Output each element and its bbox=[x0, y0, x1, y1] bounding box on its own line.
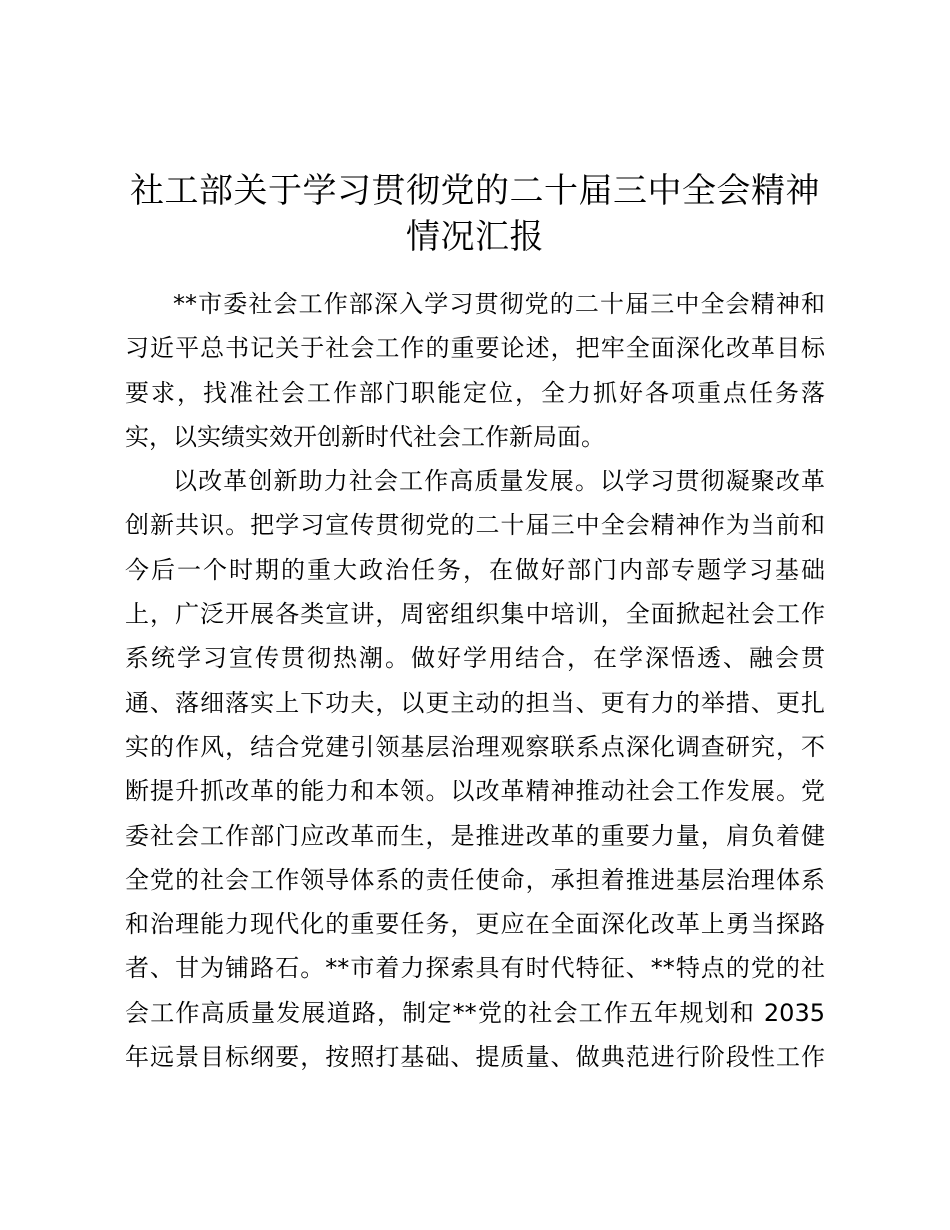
paragraph-2-line-4: 上，广泛开展各类宣讲，周密组织集中培训，全面掀起社会工作 bbox=[125, 600, 825, 629]
paragraph-1-line-1: **市委社会工作部深入学习贯彻党的二十届三中全会精神和 bbox=[173, 290, 825, 318]
paragraph-2-line-13: 会工作高质量发展道路，制定**党的社会工作五年规划和 2035 bbox=[125, 998, 825, 1027]
paragraph-2-line-8: 断提升抓改革的能力和本领。以改革精神推动社会工作发展。党 bbox=[125, 777, 825, 806]
title-line-2: 情况汇报 bbox=[406, 217, 544, 257]
paragraph-2-line-12: 者、甘为铺路石。**市着力探索具有时代特征、**特点的党的社 bbox=[125, 954, 825, 983]
paragraph-1-line-2: 习近平总书记关于社会工作的重要论述，把牢全面深化改革目标 bbox=[125, 334, 825, 363]
paragraph-2-line-14: 年远景目标纲要，按照打基础、提质量、做典范进行阶段性工作 bbox=[125, 1043, 825, 1072]
paragraph-2-line-6: 通、落细落实上下功夫，以更主动的担当、更有力的举措、更扎 bbox=[125, 688, 825, 717]
paragraph-2-line-7: 实的作风，结合党建引领基层治理观察联系点深化调查研究，不 bbox=[125, 732, 825, 761]
paragraph-2-line-5: 系统学习宣传贯彻热潮。做好学用结合，在学深悟透、融会贯 bbox=[125, 644, 825, 673]
title-line-1: 社工部关于学习贯彻党的二十届三中全会精神 bbox=[130, 171, 820, 211]
paragraph-2-line-11: 和治理能力现代化的重要任务，更应在全面深化改革上勇当探路 bbox=[125, 910, 825, 939]
paragraph-2-line-2: 创新共识。把学习宣传贯彻党的二十届三中全会精神作为当前和 bbox=[125, 511, 825, 540]
paragraph-2-line-10: 全党的社会工作领导体系的责任使命，承担着推进基层治理体系 bbox=[125, 865, 825, 894]
paragraph-1-line-4: 实，以实绩实效开创新时代社会工作新局面。 bbox=[125, 422, 605, 451]
paragraph-2-line-9: 委社会工作部门应改革而生，是推进改革的重要力量，肩负着健 bbox=[125, 821, 825, 850]
paragraph-1-line-3: 要求，找准社会工作部门职能定位，全力抓好各项重点任务落 bbox=[125, 378, 825, 407]
document-title bbox=[120, 168, 830, 260]
document-body bbox=[125, 282, 825, 1079]
paragraph-2-line-3: 今后一个时期的重大政治任务，在做好部门内部专题学习基础 bbox=[125, 555, 825, 584]
paragraph-2-line-1: 以改革创新助力社会工作高质量发展。以学习贯彻凝聚改革 bbox=[173, 467, 825, 496]
